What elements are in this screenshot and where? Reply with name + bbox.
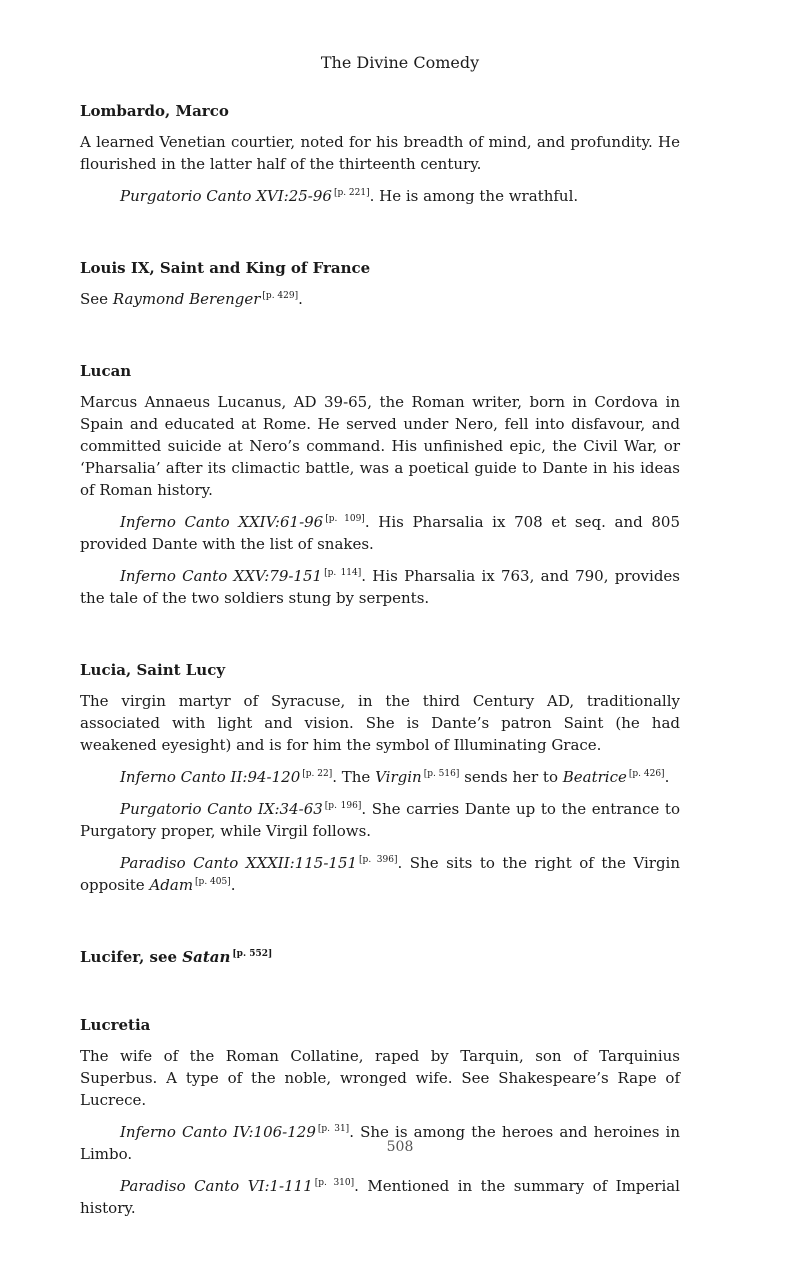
reference-text: . She is among the heroes and heroines in Limbo. <box>80 1123 680 1163</box>
canto-link[interactable]: Inferno Canto II:94-120 <box>120 768 301 786</box>
entry-heading <box>80 946 680 968</box>
page-ref: [p. 22] <box>302 769 333 779</box>
entry-reference <box>80 565 680 609</box>
canto-link[interactable]: Inferno Canto XXV:79-151 <box>120 567 323 585</box>
cross-reference-link[interactable]: Adam <box>149 876 194 894</box>
see-prefix: See <box>80 290 113 308</box>
reference-text: . His Pharsalia ix 763, and 790, provides the tale of the two soldiers stung by serpents. <box>80 567 681 607</box>
cross-reference-link[interactable]: Raymond Berenger <box>112 290 261 308</box>
page-number: 508 <box>386 1139 414 1155</box>
entry-louis <box>80 257 680 310</box>
entry-lucia <box>80 659 680 896</box>
page-ref: [p. 221] <box>333 188 370 198</box>
cross-reference-link[interactable]: Beatrice <box>562 768 627 786</box>
page-ref: [p. 426] <box>628 769 665 779</box>
entry-description: Marcus Annaeus Lucanus, AD 39-65, the Roman writer, born in Cordova in Spain and educated at Rome. He served under Nero, fell into disfavour, and committed suicide at Nero’s command. His unfinished epic, the Civil War, or ‘Pharsalia’ after its climactic battle, was a poetical guide to Dante in his ideas of Roman history. <box>80 393 680 499</box>
page-ref: [p. 310] <box>314 1178 355 1188</box>
reference-text: . Mentioned in the summary of Imperial history. <box>80 1177 680 1217</box>
entry-lucifer <box>80 946 680 968</box>
entry-reference <box>80 798 680 842</box>
page-ref: [p. 31] <box>317 1124 350 1134</box>
entry-description: The virgin martyr of Syracuse, in the third Century AD, traditionally associated with light and vision. She is Dante’s patron Saint (he had weakened eyesight) and is for him the symbol of Illuminating Grace. <box>80 692 680 754</box>
entry-reference <box>80 511 680 555</box>
glossary-content <box>80 100 680 1269</box>
entry-reference <box>80 1175 680 1219</box>
page-ref: [p. 429] <box>262 291 299 301</box>
reference-text: . She carries Dante up to the entrance to Purgatory proper, while Virgil follows. <box>80 800 680 840</box>
entry-lucan <box>80 360 680 609</box>
cross-reference-link[interactable]: Satan <box>182 948 231 966</box>
page-ref: [p. 114] <box>324 568 362 578</box>
canto-link[interactable]: Paradiso Canto XXXII:115-151 <box>120 854 358 872</box>
entry-description: The wife of the Roman Collatine, raped by Tarquin, son of Tarquinius Superbus. A type of the noble, wronged wife. See Shakespeare’s Rape of Lucrece. <box>80 1047 680 1109</box>
canto-link[interactable]: Inferno Canto XXIV:61-96 <box>120 513 324 531</box>
page-ref: [p. 552] <box>232 949 273 959</box>
running-head: The Divine Comedy <box>320 53 480 72</box>
entry-heading: Lombardo, Marco <box>80 102 229 120</box>
canto-link[interactable]: Purgatorio Canto XVI:25-96 <box>120 187 332 205</box>
reference-text: . His Pharsalia ix 708 et seq. and 805 provided Dante with the list of snakes. <box>80 513 680 553</box>
page-ref: [p. 405] <box>195 877 231 887</box>
page-ref: [p. 396] <box>359 855 398 865</box>
entry-heading: Lucretia <box>80 1016 151 1034</box>
canto-link[interactable]: Inferno Canto IV:106-129 <box>120 1123 316 1141</box>
reference-text: . The <box>332 768 376 786</box>
page-ref: [p. 196] <box>324 801 362 811</box>
canto-link[interactable]: Paradiso Canto VI:1-111 <box>120 1177 313 1195</box>
entry-lombardo <box>80 100 680 207</box>
entry-reference <box>80 185 680 207</box>
heading-prefix: Lucifer, see <box>80 948 183 966</box>
reference-text: . He is among the wrathful. <box>369 187 579 205</box>
entry-reference <box>80 766 680 788</box>
entry-heading: Lucan <box>80 362 132 380</box>
cross-reference-link[interactable]: Virgin <box>375 768 422 786</box>
entry-lucretia <box>80 1014 680 1219</box>
entry-heading: Lucia, Saint Lucy <box>80 661 226 679</box>
page-ref: [p. 516] <box>423 769 460 779</box>
reference-text: . <box>664 768 670 786</box>
canto-link[interactable]: Purgatorio Canto IX:34-63 <box>120 800 323 818</box>
reference-text: sends her to <box>459 768 563 786</box>
see-suffix: . <box>298 290 303 308</box>
entry-description: A learned Venetian courtier, noted for his breadth of mind, and profundity. He flourished in the latter half of the thirteenth century. <box>80 133 680 173</box>
see-also <box>80 288 680 310</box>
reference-text: . She sits to the right of the Virgin opposite <box>80 854 681 894</box>
page-ref: [p. 109] <box>325 514 365 524</box>
reference-text: . <box>230 876 236 894</box>
entry-reference <box>80 852 680 896</box>
entry-heading: Louis IX, Saint and King of France <box>80 259 371 277</box>
